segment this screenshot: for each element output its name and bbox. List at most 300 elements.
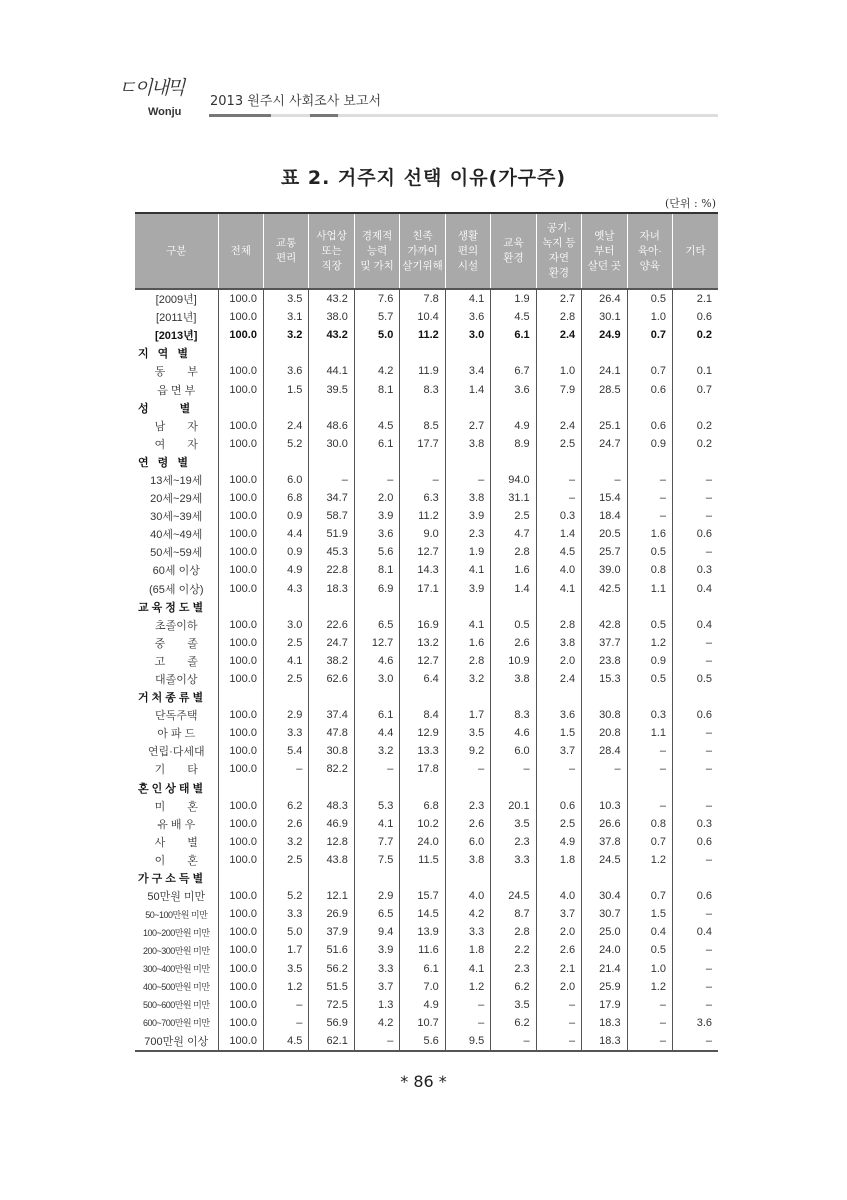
table-row <box>135 670 718 688</box>
table-cell: 0.9 <box>627 652 672 670</box>
table-cell: 4.2 <box>445 905 490 923</box>
row-label: 초졸이하 <box>154 619 198 632</box>
table-cell: 24.0 <box>400 833 445 851</box>
table-cell <box>218 688 263 706</box>
table-cell: 1.4 <box>491 580 536 598</box>
group-header-row <box>135 869 718 887</box>
table-cell: – <box>673 797 718 815</box>
column-header: 교육 환경 <box>491 213 536 289</box>
row-label: 혼인상태별 <box>138 782 207 795</box>
table-cell: 3.7 <box>536 742 581 760</box>
table-cell: 0.5 <box>491 616 536 634</box>
table-cell: 43.8 <box>309 851 354 869</box>
table-cell: 100.0 <box>218 507 263 525</box>
table-cell: 11.2 <box>400 507 445 525</box>
table-cell <box>673 869 718 887</box>
table-cell: 30.0 <box>309 435 354 453</box>
table-cell: 7.7 <box>354 833 399 851</box>
table-cell: 8.1 <box>354 561 399 579</box>
table-cell <box>627 344 672 362</box>
table-cell: 10.7 <box>400 1014 445 1032</box>
table-cell: 47.8 <box>309 724 354 742</box>
table-cell <box>491 598 536 616</box>
row-label: 여 자 <box>154 438 198 451</box>
table-cell <box>218 779 263 797</box>
table-cell: 4.1 <box>263 652 308 670</box>
table-cell: 1.7 <box>263 941 308 959</box>
table-row <box>135 326 718 344</box>
table-row <box>135 923 718 941</box>
table-cell: 2.4 <box>536 326 581 344</box>
group-header-row <box>135 688 718 706</box>
table-cell: 2.8 <box>491 543 536 561</box>
table-cell: 3.8 <box>536 634 581 652</box>
table-cell: 0.9 <box>627 435 672 453</box>
table-cell: 26.4 <box>582 289 627 308</box>
table-cell <box>400 688 445 706</box>
table-cell: 4.4 <box>263 525 308 543</box>
table-cell: – <box>536 471 581 489</box>
table-cell: 6.2 <box>491 1014 536 1032</box>
table-cell: 8.9 <box>491 435 536 453</box>
table-cell: 3.3 <box>491 851 536 869</box>
table-cell: 3.8 <box>491 670 536 688</box>
table-cell: 2.8 <box>536 308 581 326</box>
table-cell: 0.6 <box>673 525 718 543</box>
table-row <box>135 435 718 453</box>
table-cell: 30.4 <box>582 887 627 905</box>
table-cell: 100.0 <box>218 978 263 996</box>
table-cell: 1.4 <box>536 525 581 543</box>
table-cell: 6.1 <box>400 959 445 977</box>
table-body <box>135 289 718 1051</box>
table-cell: 100.0 <box>218 1032 263 1051</box>
table-cell: 8.1 <box>354 380 399 398</box>
table-row <box>135 724 718 742</box>
table-cell <box>309 598 354 616</box>
table-cell: 2.9 <box>354 887 399 905</box>
table-cell: – <box>673 634 718 652</box>
table-cell: – <box>673 1032 718 1051</box>
table-cell: 3.1 <box>263 308 308 326</box>
table-cell: 3.6 <box>491 380 536 398</box>
table-cell: 3.8 <box>445 435 490 453</box>
table-cell: 0.2 <box>673 417 718 435</box>
column-header: 교통 편리 <box>263 213 308 289</box>
row-label: 가구소득별 <box>138 873 207 886</box>
table-cell: 14.3 <box>400 561 445 579</box>
table-cell: 3.3 <box>445 923 490 941</box>
row-label: 700만원 이상 <box>135 1032 218 1051</box>
table-cell: – <box>263 760 308 778</box>
table-cell: – <box>354 760 399 778</box>
table-cell: 8.3 <box>400 380 445 398</box>
table-cell: 5.7 <box>354 308 399 326</box>
table-title: 표 2. 거주지 선택 이유(가구주) <box>280 167 567 189</box>
row-label: 50세~59세 <box>150 547 203 560</box>
header-rule <box>209 114 718 117</box>
table-cell: 1.0 <box>627 308 672 326</box>
table-row <box>135 580 718 598</box>
table-cell: 51.9 <box>309 525 354 543</box>
table-cell: 21.4 <box>582 959 627 977</box>
group-header-row <box>135 344 718 362</box>
table-row <box>135 797 718 815</box>
table-cell <box>309 399 354 417</box>
table-cell: 0.5 <box>627 616 672 634</box>
table-cell: – <box>627 507 672 525</box>
table-cell: 42.8 <box>582 616 627 634</box>
table-cell: 0.6 <box>627 417 672 435</box>
table-cell: 3.2 <box>263 833 308 851</box>
table-cell <box>445 453 490 471</box>
table-cell: 4.3 <box>263 580 308 598</box>
table-cell: 18.4 <box>582 507 627 525</box>
table-row <box>135 851 718 869</box>
table-cell: 10.4 <box>400 308 445 326</box>
table-cell: 4.1 <box>445 616 490 634</box>
table-cell: 0.7 <box>627 887 672 905</box>
table-row <box>135 760 718 778</box>
table-cell <box>400 344 445 362</box>
table-cell: 2.0 <box>536 652 581 670</box>
table-cell: 100.0 <box>218 380 263 398</box>
table-cell: 9.0 <box>400 525 445 543</box>
table-cell: – <box>673 851 718 869</box>
column-header: 구분 <box>135 213 218 289</box>
table-cell: 100.0 <box>218 561 263 579</box>
table-cell: 4.0 <box>445 887 490 905</box>
table-cell: 20.8 <box>582 724 627 742</box>
table-cell <box>309 869 354 887</box>
table-cell <box>491 869 536 887</box>
table-cell: 1.2 <box>627 851 672 869</box>
table-row <box>135 634 718 652</box>
table-cell: 0.5 <box>627 670 672 688</box>
table-row <box>135 1032 718 1051</box>
table-cell: 20.5 <box>582 525 627 543</box>
table-cell <box>354 598 399 616</box>
table-cell: – <box>673 941 718 959</box>
table-cell: 0.4 <box>673 580 718 598</box>
table-cell <box>218 399 263 417</box>
table-cell: 1.2 <box>445 978 490 996</box>
table-cell <box>445 779 490 797</box>
table-cell: 2.4 <box>263 417 308 435</box>
row-label: 지 역 별 <box>138 348 191 361</box>
table-cell: 72.5 <box>309 996 354 1014</box>
table-cell: 2.4 <box>536 417 581 435</box>
table-cell: 100.0 <box>218 996 263 1014</box>
table-cell <box>582 598 627 616</box>
table-cell <box>354 779 399 797</box>
column-header: 옛날 부터 살던 곳 <box>582 213 627 289</box>
table-cell <box>536 399 581 417</box>
table-cell: 17.7 <box>400 435 445 453</box>
table-cell <box>673 344 718 362</box>
table-cell: – <box>536 1014 581 1032</box>
table-cell: 3.5 <box>445 724 490 742</box>
table-cell: 1.1 <box>627 724 672 742</box>
row-label: [2011년] <box>156 312 197 325</box>
table-row <box>135 561 718 579</box>
table-cell: 1.2 <box>627 978 672 996</box>
table-cell: 30.8 <box>309 742 354 760</box>
table-cell: 25.0 <box>582 923 627 941</box>
table-cell: 2.0 <box>536 923 581 941</box>
table-cell: – <box>263 1014 308 1032</box>
table-cell: 8.5 <box>400 417 445 435</box>
table-cell: – <box>627 797 672 815</box>
table-cell: 2.3 <box>491 959 536 977</box>
table-cell <box>582 399 627 417</box>
row-label: 교육정도별 <box>138 601 207 614</box>
table-cell: 13.3 <box>400 742 445 760</box>
table-cell <box>627 688 672 706</box>
table-cell <box>582 344 627 362</box>
row-label: 20세~29세 <box>150 493 203 506</box>
table-cell <box>354 453 399 471</box>
table-cell: 4.2 <box>354 362 399 380</box>
table-row <box>135 815 718 833</box>
table-cell: 3.8 <box>445 851 490 869</box>
table-cell: 9.2 <box>445 742 490 760</box>
row-label: 성 별 <box>138 402 194 415</box>
row-label: 60세 이상 <box>152 565 200 578</box>
table-cell: 0.5 <box>627 543 672 561</box>
table-row <box>135 525 718 543</box>
table-cell: 6.5 <box>354 905 399 923</box>
table-cell <box>536 779 581 797</box>
table-cell: 6.1 <box>354 706 399 724</box>
table-cell: 0.3 <box>536 507 581 525</box>
table-cell <box>536 869 581 887</box>
table-cell: 2.6 <box>536 941 581 959</box>
table-cell: 4.5 <box>536 543 581 561</box>
table-cell: 25.7 <box>582 543 627 561</box>
table-row <box>135 616 718 634</box>
table-cell: – <box>536 489 581 507</box>
table-cell: 100.0 <box>218 471 263 489</box>
table-cell: 0.8 <box>627 815 672 833</box>
table-cell: – <box>673 742 718 760</box>
table-cell: 1.9 <box>445 543 490 561</box>
table-cell: 0.5 <box>627 289 672 308</box>
table-cell <box>582 688 627 706</box>
table-cell: 5.2 <box>263 435 308 453</box>
row-label: 대졸이상 <box>154 674 198 687</box>
table-cell: 1.1 <box>627 580 672 598</box>
table-cell: 3.0 <box>354 670 399 688</box>
row-label: 400~500만원 미만 <box>142 982 210 993</box>
table-cell: – <box>627 760 672 778</box>
row-label: 50만원 미만 <box>147 891 206 904</box>
table-cell: – <box>673 471 718 489</box>
table-row <box>135 941 718 959</box>
table-cell <box>445 688 490 706</box>
table-cell: 6.0 <box>491 742 536 760</box>
table-cell: 100.0 <box>218 652 263 670</box>
table-cell: 100.0 <box>218 308 263 326</box>
row-label: 기 타 <box>154 764 198 777</box>
row-label: 500~600만원 미만 <box>142 1000 210 1011</box>
table-cell: 42.5 <box>582 580 627 598</box>
table-cell <box>491 453 536 471</box>
table-row <box>135 1014 718 1032</box>
table-cell: 17.1 <box>400 580 445 598</box>
table-cell: 2.6 <box>263 815 308 833</box>
table-cell: 28.5 <box>582 380 627 398</box>
table-cell <box>491 779 536 797</box>
table-cell: – <box>673 489 718 507</box>
table-cell: 1.8 <box>445 941 490 959</box>
table-cell <box>400 598 445 616</box>
table-cell: 100.0 <box>218 851 263 869</box>
table-cell: 100.0 <box>218 289 263 308</box>
report-title: 2013 원주시 사회조사 보고서 <box>210 94 382 109</box>
table-cell <box>673 598 718 616</box>
logo-script: ㄷ이내믹 <box>118 77 184 99</box>
table-cell: 3.2 <box>445 670 490 688</box>
table-cell: 100.0 <box>218 905 263 923</box>
table-cell: 10.3 <box>582 797 627 815</box>
row-label: 고 졸 <box>154 655 198 668</box>
table-cell <box>218 453 263 471</box>
table-cell: 6.4 <box>400 670 445 688</box>
table-cell: 20.1 <box>491 797 536 815</box>
table-cell: 2.7 <box>445 417 490 435</box>
table-cell: – <box>673 543 718 561</box>
table-cell: 12.7 <box>354 634 399 652</box>
table-cell: 28.4 <box>582 742 627 760</box>
table-cell: – <box>445 760 490 778</box>
table-cell: 24.7 <box>309 634 354 652</box>
table-cell: 11.9 <box>400 362 445 380</box>
table-cell: 100.0 <box>218 634 263 652</box>
table-row <box>135 959 718 977</box>
table-row <box>135 742 718 760</box>
table-cell: 2.8 <box>491 923 536 941</box>
table-cell: 0.7 <box>627 833 672 851</box>
table-cell: 17.8 <box>400 760 445 778</box>
table-cell: 3.5 <box>263 289 308 308</box>
table-cell: 100.0 <box>218 959 263 977</box>
table-row <box>135 543 718 561</box>
table-cell: 43.2 <box>309 326 354 344</box>
table-cell <box>673 399 718 417</box>
table-cell: 100.0 <box>218 760 263 778</box>
table-cell: 5.2 <box>263 887 308 905</box>
row-label: 600~700만원 미만 <box>142 1018 210 1029</box>
table-cell: 62.6 <box>309 670 354 688</box>
table-cell <box>491 688 536 706</box>
table-cell: 3.6 <box>354 525 399 543</box>
table-cell: – <box>673 652 718 670</box>
table-cell: 6.2 <box>263 797 308 815</box>
table-cell: 0.7 <box>627 326 672 344</box>
table-cell: 100.0 <box>218 887 263 905</box>
table-cell: 12.1 <box>309 887 354 905</box>
table-cell: 3.9 <box>445 580 490 598</box>
table-cell: 100.0 <box>218 833 263 851</box>
table-cell: 8.3 <box>491 706 536 724</box>
table-cell: 7.9 <box>536 380 581 398</box>
table-cell: 1.4 <box>445 380 490 398</box>
row-label: 이 혼 <box>154 854 198 867</box>
table-cell: 30.7 <box>582 905 627 923</box>
table-cell: 1.9 <box>491 289 536 308</box>
table-cell: 0.9 <box>263 543 308 561</box>
table-cell: 3.6 <box>536 706 581 724</box>
table-cell <box>309 688 354 706</box>
table-cell: 11.5 <box>400 851 445 869</box>
table-cell: 3.6 <box>673 1014 718 1032</box>
table-cell: 4.1 <box>445 561 490 579</box>
table-cell: – <box>627 996 672 1014</box>
table-row <box>135 380 718 398</box>
table-cell: 3.5 <box>491 815 536 833</box>
table-cell: 38.2 <box>309 652 354 670</box>
table-cell: 12.7 <box>400 543 445 561</box>
table-cell: 1.2 <box>627 634 672 652</box>
table-cell: 1.2 <box>263 978 308 996</box>
table-cell: 0.7 <box>673 380 718 398</box>
table-row <box>135 308 718 326</box>
table-cell: 4.7 <box>491 525 536 543</box>
table-cell: 100.0 <box>218 580 263 598</box>
row-label: (65세 이상) <box>149 583 204 596</box>
table-cell: 0.2 <box>673 326 718 344</box>
table-cell: 4.1 <box>536 580 581 598</box>
table-cell: 1.7 <box>445 706 490 724</box>
table-cell: 0.2 <box>673 435 718 453</box>
table-cell <box>263 688 308 706</box>
table-cell: 25.9 <box>582 978 627 996</box>
table-cell <box>354 344 399 362</box>
table-cell: 44.1 <box>309 362 354 380</box>
row-label: 단독주택 <box>154 710 198 723</box>
table-cell: 1.5 <box>536 724 581 742</box>
table-cell: 5.0 <box>263 923 308 941</box>
group-header-row <box>135 453 718 471</box>
table-cell: 0.4 <box>673 616 718 634</box>
table-cell: 4.5 <box>354 417 399 435</box>
row-label: 연립·다세대 <box>147 746 205 759</box>
table-cell <box>354 869 399 887</box>
table-cell: 4.9 <box>536 833 581 851</box>
table-cell: 100.0 <box>218 797 263 815</box>
table-cell <box>673 779 718 797</box>
table-cell <box>536 598 581 616</box>
table-cell: 2.5 <box>263 670 308 688</box>
table-cell <box>627 869 672 887</box>
table-cell: 6.7 <box>491 362 536 380</box>
row-label: 중 졸 <box>154 637 198 650</box>
table-cell: 22.6 <box>309 616 354 634</box>
table-cell: 2.5 <box>491 507 536 525</box>
table-cell: 37.7 <box>582 634 627 652</box>
table-cell: 4.5 <box>263 1032 308 1051</box>
table-cell: 0.4 <box>673 923 718 941</box>
table-cell: 62.1 <box>309 1032 354 1051</box>
table-cell: – <box>582 760 627 778</box>
table-cell: 100.0 <box>218 670 263 688</box>
table-cell: – <box>673 724 718 742</box>
table-row <box>135 652 718 670</box>
table-cell <box>354 399 399 417</box>
table-cell: 9.4 <box>354 923 399 941</box>
table-cell: 0.8 <box>627 561 672 579</box>
